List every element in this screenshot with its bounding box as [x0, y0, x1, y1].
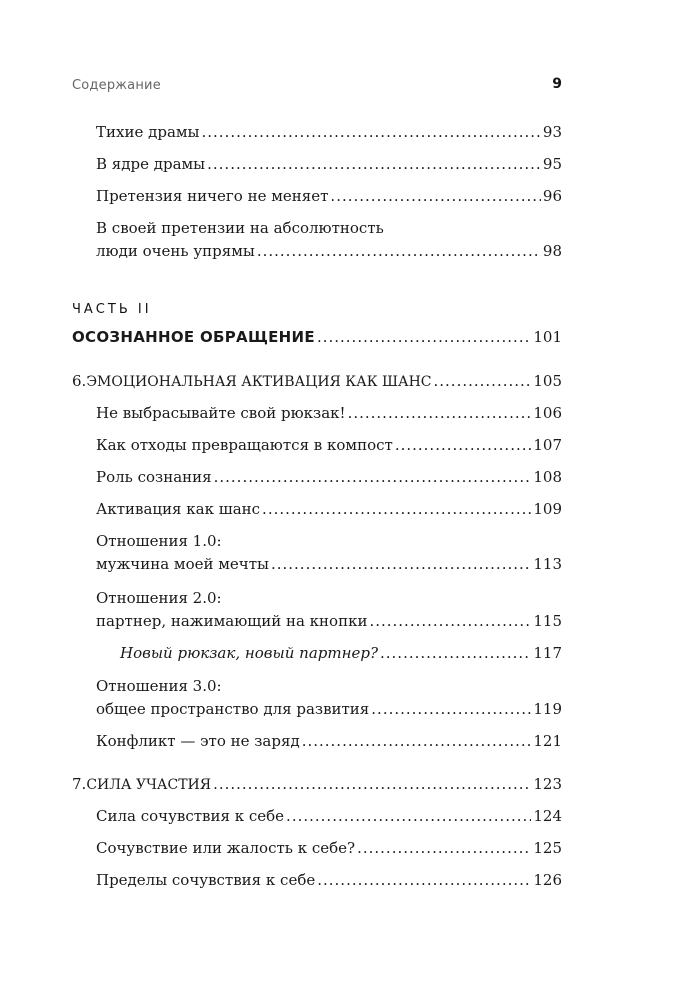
toc-entry-page: 109 — [533, 500, 562, 518]
toc-entry-page: 108 — [533, 468, 562, 486]
toc-leader — [262, 499, 531, 519]
chapter-entry[interactable] — [72, 774, 562, 795]
toc-entry-title-line1: Отношения 3.0: — [96, 677, 222, 695]
toc-entry[interactable] — [96, 403, 562, 423]
chapter-title: ЭМОЦИОНАЛЬНАЯ АКТИВАЦИЯ КАК ШАНС — [86, 374, 432, 390]
toc-entry-title: Сочувствие или жалость к себе? — [96, 839, 356, 857]
part-label: ЧАСТЬ II — [72, 302, 152, 317]
toc-entry-page: 96 — [542, 187, 562, 205]
toc-entry-page: 95 — [542, 155, 562, 173]
chapter-title: СИЛА УЧАСТИЯ — [86, 777, 212, 793]
toc-entry-page: 125 — [533, 839, 562, 857]
toc-entry[interactable] — [96, 435, 562, 455]
toc-subentry-page: 117 — [533, 644, 562, 662]
chapter-number: 7. — [72, 775, 87, 793]
toc-entry-page: 119 — [533, 700, 562, 718]
toc-entry[interactable] — [96, 838, 562, 858]
chapter-page: 123 — [533, 775, 562, 793]
toc-entry-title-line1: Отношения 1.0: — [96, 532, 222, 550]
toc-leader — [348, 403, 532, 423]
toc-entry-title-line1: В своей претензии на абсолютность — [96, 219, 384, 237]
toc-entry-title: Роль сознания — [96, 468, 212, 486]
toc-leader — [357, 838, 531, 858]
toc-entry-title: Не выбрасывайте свой рюкзак! — [96, 404, 346, 422]
toc-entry[interactable] — [96, 554, 562, 574]
part-page: 101 — [533, 328, 562, 346]
toc-leader — [317, 327, 531, 347]
toc-entry[interactable] — [96, 241, 562, 261]
toc-entry-page: 113 — [533, 555, 562, 573]
toc-entry-title: мужчина моей мечты — [96, 555, 269, 573]
toc-leader — [302, 731, 532, 751]
toc-entry-page: 121 — [533, 732, 562, 750]
header-title: Содержание — [72, 78, 161, 93]
toc-entry[interactable] — [96, 611, 562, 631]
toc-leader — [434, 371, 532, 391]
toc-entry-page: 106 — [533, 404, 562, 422]
toc-leader — [330, 186, 540, 206]
chapter-number: 6. — [72, 372, 87, 390]
toc-entry[interactable] — [96, 499, 562, 519]
toc-leader — [213, 774, 531, 794]
toc-entry-title: люди очень упрямы — [96, 242, 255, 260]
toc-entry[interactable] — [96, 870, 562, 890]
toc-entry-title: общее пространство для развития — [96, 700, 370, 718]
toc-leader — [369, 611, 531, 631]
toc-leader — [207, 154, 541, 174]
toc-entry[interactable] — [96, 699, 562, 719]
toc-entry-title: Сила сочувствия к себе — [96, 807, 285, 825]
toc-entry-page: 107 — [533, 436, 562, 454]
toc-entry[interactable] — [96, 731, 562, 751]
toc-entry-title: Как отходы превращаются в компост — [96, 436, 393, 454]
toc-leader — [214, 467, 532, 487]
toc-entry-page: 115 — [533, 612, 562, 630]
toc-entry-title: В ядре драмы — [96, 155, 206, 173]
toc-entry[interactable] — [96, 122, 562, 142]
toc-leader — [317, 870, 531, 890]
toc-entry-title-line1: Отношения 2.0: — [96, 589, 222, 607]
toc-leader — [202, 122, 541, 142]
toc-entry-title: партнер, нажимающий на кнопки — [96, 612, 368, 630]
chapter-page: 105 — [533, 372, 562, 390]
toc-subentry[interactable] — [120, 643, 562, 663]
header-page-number: 9 — [552, 76, 562, 92]
toc-entry-page: 93 — [542, 123, 562, 141]
toc-entry-page: 126 — [533, 871, 562, 889]
toc-entry[interactable] — [96, 186, 562, 206]
toc-entry[interactable] — [96, 806, 562, 826]
toc-entry-title: Претензия ничего не меняет — [96, 187, 329, 205]
toc-entry-title: Тихие драмы — [96, 123, 200, 141]
toc-entry-page: 98 — [542, 242, 562, 260]
toc-leader — [271, 554, 531, 574]
chapter-entry[interactable] — [72, 371, 562, 392]
part-title: ОСОЗНАННОЕ ОБРАЩЕНИЕ — [72, 328, 315, 346]
toc-entry-title: Пределы сочувствия к себе — [96, 871, 316, 889]
toc-leader — [257, 241, 541, 261]
toc-entry[interactable] — [96, 467, 562, 487]
toc-subentry-title: Новый рюкзак, новый партнер? — [120, 644, 378, 662]
toc-leader — [380, 643, 531, 663]
toc-leader — [395, 435, 532, 455]
toc-entry-page: 124 — [533, 807, 562, 825]
toc-entry-title: Активация как шанс — [96, 500, 261, 518]
toc-leader — [286, 806, 531, 826]
toc-entry-title: Конфликт — это не заряд — [96, 732, 300, 750]
part-entry[interactable] — [72, 327, 562, 347]
toc-entry[interactable] — [96, 154, 562, 174]
toc-leader — [371, 699, 531, 719]
